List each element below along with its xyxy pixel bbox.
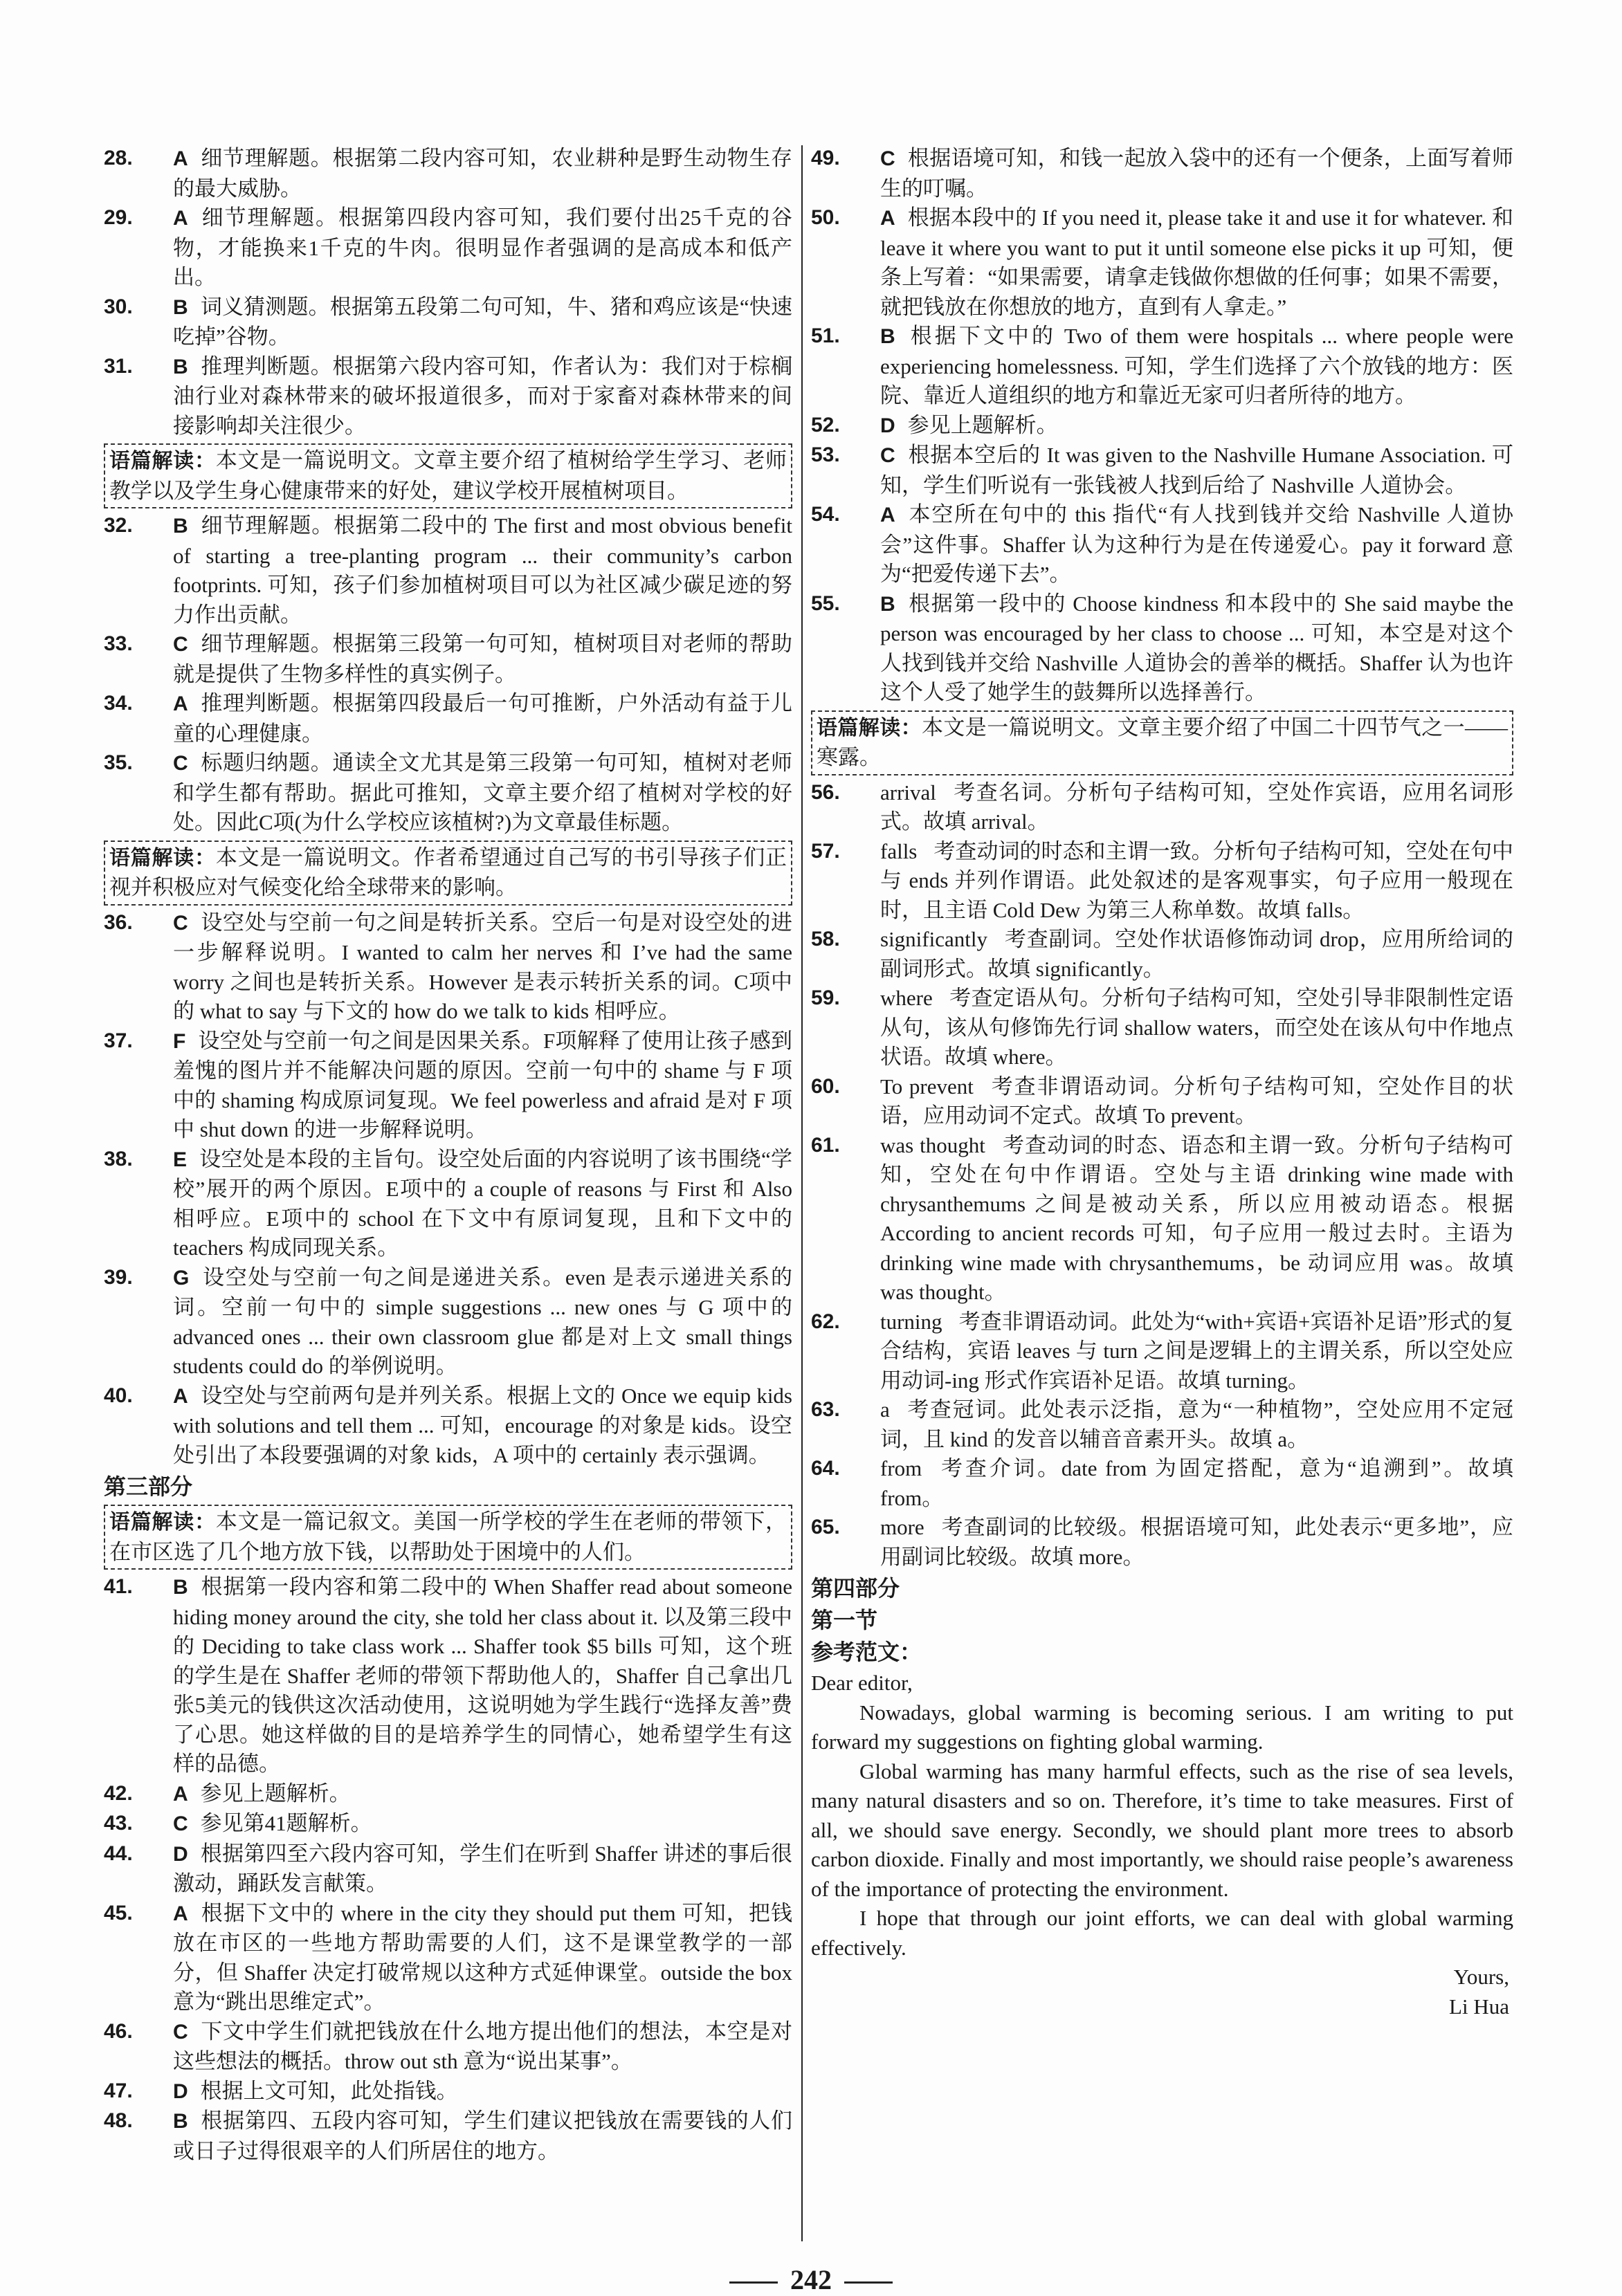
answer-item — [104, 1145, 792, 1263]
question-number: 37. — [104, 1029, 133, 1052]
explanation-text: 考查非谓语动词。分析句子结构可知，空处作目的状语，应用动词不定式。故填 To prevent。 — [880, 1074, 1513, 1128]
passage-analysis-text: 本文是一篇记叙文。美国一所学校的学生在老师的带领下，在市区选了几个地方放下钱，以帮助处于困境中的人们。 — [109, 1509, 787, 1564]
answer-word: falls — [880, 838, 918, 863]
explanation-text: 细节理解题。根据第四段内容可知，我们要付出25千克的谷物，才能换来1千克的牛肉。很明显作者强调的是高成本和低产出。 — [173, 205, 792, 289]
answer-item — [104, 1572, 792, 1779]
answer-letter: C — [173, 752, 188, 775]
answer-item — [811, 144, 1513, 203]
question-number: 42. — [104, 1781, 133, 1805]
explanation-text: 根据第四至六段内容可知，学生们在听到 Shaffer 讲述的事后很激动，踊跃发言献策。 — [173, 1841, 792, 1895]
passage-analysis-box — [104, 443, 792, 508]
essay-salutation: Dear editor, — [811, 1671, 913, 1695]
answer-letter: C — [173, 911, 188, 935]
explanation-text: 根据第一段中的 Choose kindness 和本段中的 She said maybe the person was encouraged by her class to choose ... 可知，本空是对这个人找到钱并交给 Nashville 人道协会的善举的概括。Shaffer 认为也许这个人受了她学生的鼓舞所以选择善行。 — [880, 591, 1513, 704]
right-column — [811, 144, 1513, 2021]
section-title: 第一节 — [811, 1608, 878, 1633]
explanation-text: 根据语境可知，和钱一起放入袋中的还有一个便条，上面写着师生的叮嘱。 — [880, 146, 1513, 201]
answer-word: where — [880, 986, 933, 1010]
section-title: 第四部分 — [811, 1576, 900, 1601]
answer-item — [104, 352, 792, 441]
answer-letter: B — [173, 2110, 188, 2133]
answer-item — [104, 908, 792, 1027]
answer-word: a — [880, 1397, 890, 1422]
answer-item — [811, 1395, 1513, 1454]
explanation-text: 细节理解题。根据第三段第一句可知，植树项目对老师的帮助就是提供了生物多样性的真实例子。 — [173, 632, 792, 686]
answer-letter: G — [173, 1266, 190, 1289]
passage-analysis-text: 本文是一篇说明文。文章主要介绍了植树给学生学习、老师教学以及学生身心健康带来的好处，建议学校开展植树项目。 — [109, 448, 787, 503]
answer-item — [104, 511, 792, 630]
question-number: 50. — [811, 206, 840, 229]
question-number: 43. — [104, 1812, 133, 1835]
answer-item — [811, 1513, 1513, 1572]
question-number: 59. — [811, 986, 840, 1009]
answer-item — [811, 411, 1513, 441]
explanation-text: 根据本段中的 If you need it, please take it and use it for whatever. 和 leave it where you want to put it until someone else picks it up 可知，便条上写着：“如果需要，请拿走钱做你想做的任何事；如果不需要，就把钱放在你想放的地方，直到有人拿走。” — [880, 205, 1513, 319]
answer-item — [104, 1263, 792, 1381]
passage-analysis-label: 语篇解读： — [109, 846, 216, 870]
explanation-text: 参见上题解析。 — [200, 1781, 351, 1806]
question-number: 60. — [811, 1074, 840, 1098]
question-number: 52. — [811, 413, 840, 437]
essay-paragraph: Global warming has many harmful effects, such as the rise of sea levels, many natural disasters and so on. Therefore, it’s time to take measures. First of all, we should save energy. Secondly, we should plant more trees to absorb carbon dioxide. Finally and most importantly, we should raise people’s awareness of the importance of protecting the environment. — [811, 1758, 1513, 1901]
question-number: 54. — [811, 503, 840, 526]
question-number: 63. — [811, 1398, 840, 1421]
answer-item — [811, 837, 1513, 926]
answer-letter: D — [173, 2079, 188, 2103]
explanation-text: 考查名词。分析句子结构可知，空处作宾语，应用名词形式。故填 arrival。 — [880, 780, 1513, 834]
explanation-text: 根据第一段内容和第二段中的 When Shaffer read about someone hiding money around the city, she told her class about it. 以及第三段中的 Deciding to take class work ... Shaffer took $5 bills 可知，这个班的学生是在 Shaffer 老师的带领下帮助他人的，Shaffer 自己拿出几张5美元的钱供这次活动使用，这说明她为学生践行“选择友善”费了心思。她这样做的目的是培养学生的同情心，她希望学生有这样的品德。 — [173, 1574, 792, 1776]
answer-item — [811, 441, 1513, 500]
answer-item — [104, 1027, 792, 1145]
question-number: 48. — [104, 2109, 133, 2132]
answer-word: from — [880, 1456, 922, 1480]
answer-item — [104, 1809, 792, 1839]
answer-item — [104, 144, 792, 203]
question-number: 58. — [811, 928, 840, 950]
answer-item — [104, 2017, 792, 2077]
passage-analysis-box — [104, 1505, 792, 1570]
answer-item — [811, 778, 1513, 837]
answer-letter: A — [173, 207, 188, 230]
explanation-text: 推理判断题。根据第六段内容可知，作者认为：我们对于棕榈油行业对森林带来的破坏报道很多，而对于家畜对森林带来的间接影响却关注很少。 — [173, 353, 792, 438]
answer-letter: A — [173, 692, 188, 715]
column-divider — [801, 145, 803, 2241]
passage-analysis-label: 语篇解读： — [817, 716, 922, 740]
explanation-text: 考查冠词。此处表示泛指，意为“一种植物”，空处应用不定冠词，且 kind 的发音以辅音音素开头。故填 a。 — [880, 1397, 1513, 1451]
explanation-text: 下文中学生们就把钱放在什么地方提出他们的想法，本空是对这些想法的概括。throw out sth 意为“说出某事”。 — [173, 2019, 792, 2073]
answer-item — [811, 1307, 1513, 1396]
passage-analysis-label: 语篇解读： — [109, 1511, 216, 1534]
left-column — [104, 144, 792, 2166]
answer-item — [104, 203, 792, 293]
explanation-text: 根据第四、五段内容可知，学生们建议把钱放在需要钱的人们或日子过得很艰辛的人们所居住的地方。 — [173, 2109, 792, 2163]
explanation-text: 设空处与空前一句之间是转折关系。空后一句是对设空处的进一步解释说明。I wanted to calm her nerves 和 I’ve had the same worry 之间也是转折关系。However 是表示转折关系的词。C项中的 what to say 与下文的 how do we talk to kids 相呼应。 — [173, 910, 792, 1023]
answer-letter: C — [173, 1812, 188, 1835]
answer-item — [811, 984, 1513, 1072]
explanation-text: 考查副词的比较级。根据语境可知，此处表示“更多地”，应用副词比较级。故填 more。 — [880, 1515, 1513, 1569]
answer-item — [811, 1131, 1513, 1307]
sample-essay — [811, 1669, 1513, 2021]
explanation-text: 参见上题解析。 — [907, 412, 1058, 437]
question-number: 57. — [811, 839, 840, 863]
answer-letter: B — [173, 1576, 188, 1599]
explanation-text: 细节理解题。根据第二段中的 The first and most obvious benefit of starting a tree-planting program ... their community’s carbon footprints. 可知，孩子们参加植树项目可以为社区减少碳足迹的努力作出贡献。 — [173, 513, 792, 627]
answer-letter: F — [173, 1029, 186, 1053]
explanation-text: 考查动词的时态、语态和主谓一致。分析句子结构可知，空处在句中作谓语。空处与主语 drinking wine made with chrysanthemums 之间是被动关系，所以应用被动语态。根据 According to ancient records 可知，句子应用一般过去时。主语为 drinking wine made with chrysanthemums，be 动词应用 was。故填 was thought。 — [880, 1132, 1514, 1304]
question-number: 55. — [811, 591, 840, 615]
question-number: 49. — [811, 147, 840, 169]
passage-analysis-text: 本文是一篇说明文。作者希望通过自己写的书引导孩子们正视并积极应对气候变化给全球带来的影响。 — [109, 845, 787, 899]
answer-letter: B — [173, 515, 188, 538]
answer-letter: C — [173, 633, 188, 656]
question-number: 36. — [104, 910, 133, 934]
explanation-text: 细节理解题。根据第二段内容可知，农业耕种是野生动物生存的最大威胁。 — [173, 146, 792, 201]
answer-word: arrival — [880, 780, 936, 805]
question-number: 39. — [104, 1265, 133, 1289]
answer-letter: A — [880, 207, 895, 230]
question-number: 44. — [104, 1842, 133, 1865]
passage-analysis-label: 语篇解读： — [109, 450, 216, 472]
answer-word: was thought — [880, 1132, 985, 1157]
answer-item — [811, 589, 1513, 708]
question-number: 33. — [104, 632, 133, 655]
explanation-text: 考查介词。date from 为固定搭配，意为“追溯到”。故填 from。 — [880, 1456, 1513, 1510]
answer-item — [104, 2106, 792, 2166]
answer-letter: C — [173, 2020, 188, 2044]
answer-item — [104, 1899, 792, 2017]
explanation-text: 标题归纳题。通读全文尤其是第三段第一句可知，植树对老师和学生都有帮助。据此可推知，文章主要介绍了植树对学校的好处。因此C项(为什么学校应该植树?)为文章最佳标题。 — [173, 751, 792, 834]
answer-item — [811, 322, 1513, 411]
explanation-text: 设空处与空前一句之间是递进关系。even 是表示递进关系的词。空前一句中的 simple suggestions ... new ones 与 G 项中的 advanced ones ... their own classroom glue 都是对上文 small things students could do 的举例说明。 — [173, 1265, 792, 1378]
answer-item — [104, 749, 792, 838]
question-number: 45. — [104, 1901, 133, 1925]
question-number: 56. — [811, 780, 840, 804]
answer-item — [104, 2077, 792, 2107]
question-number: 41. — [104, 1575, 133, 1598]
answer-letter: A — [173, 147, 188, 170]
answer-letter: A — [173, 1384, 188, 1408]
page-footer — [0, 2263, 1622, 2296]
essay-paragraph: I hope that through our joint efforts, we can deal with global warming effectively. — [811, 1906, 1513, 1960]
question-number: 35. — [104, 751, 133, 774]
essay-closing: Yours, — [1453, 1965, 1509, 1989]
explanation-text: 考查动词的时态和主谓一致。分析句子结构可知，空处在句中与 ends 并列作谓语。此处叙述的是客观事实，句子应用一般现在时，且主语 Cold Dew 为第三人称单数。故填 falls。 — [880, 838, 1513, 922]
explanation-text: 根据上文可知，此处指钱。 — [200, 2078, 458, 2103]
section-title: 第三部分 — [104, 1474, 193, 1499]
answer-letter: B — [173, 295, 188, 319]
question-number: 31. — [104, 354, 133, 378]
question-number: 65. — [811, 1516, 840, 1539]
question-number: 29. — [104, 206, 133, 229]
question-number: 46. — [104, 2019, 133, 2043]
answer-item — [104, 1779, 792, 1810]
answer-word: To prevent — [880, 1074, 974, 1099]
explanation-text: 考查非谓语动词。此处为“with+宾语+宾语补足语”形式的复合结构，宾语 leaves 与 turn 之间是逻辑上的主谓关系，所以空处应用动词-ing 形式作宾语补足语。故填 turning。 — [880, 1309, 1513, 1393]
question-number: 47. — [104, 2079, 133, 2102]
explanation-text: 本空所在句中的 this 指代“有人找到钱并交给 Nashville 人道协会”这件事。Shaffer 认为这种行为是在传递爱心。pay it forward 意为“把爱传递下去”。 — [880, 502, 1513, 586]
explanation-text: 参见第41题解析。 — [200, 1811, 372, 1835]
answer-item — [811, 203, 1513, 322]
explanation-text: 根据下文中的 where in the city they should put them 可知，把钱放在市区的一些地方帮助需要的人们，这不是课堂教学的一部分，但 Shaffer 决定打破常规以这种方式延伸课堂。outside the box 意为“跳出思维定式”。 — [173, 1900, 792, 2014]
answer-letter: D — [173, 1842, 188, 1866]
answer-item — [811, 925, 1513, 984]
question-number: 30. — [104, 295, 133, 318]
answer-letter: C — [880, 147, 895, 170]
essay-signature: Li Hua — [1449, 1994, 1509, 2019]
passage-analysis-box — [104, 841, 792, 906]
explanation-text: 设空处是本段的主旨句。设空处后面的内容说明了该书围绕“学校”展开的两个原因。E项中的 a couple of reasons 与 First 和 Also 相呼应。E项中的 school 在下文中有原词复现，且和下文中的 teachers 构成同现关系。 — [173, 1146, 792, 1260]
question-number: 64. — [811, 1457, 840, 1480]
question-number: 28. — [104, 147, 133, 169]
explanation-text: 根据下文中的 Two of them were hospitals ... where people were experiencing homelessness. 可知，学生们选择了六个放钱的地方：医院、靠近人道组织的地方和靠近无家可归者所待的地方。 — [880, 324, 1513, 407]
essay-paragraph: Nowadays, global warming is becoming serious. I am writing to put forward my suggestions on fighting global warming. — [811, 1700, 1513, 1754]
footer-dash-right — [844, 2281, 893, 2284]
explanation-text: 考查副词。空处作状语修饰动词 drop，应用所给词的副词形式。故填 significantly。 — [880, 927, 1513, 981]
question-number: 51. — [811, 324, 840, 347]
explanation-text: 根据本空后的 It was given to the Nashville Humane Association. 可知，学生们听说有一张钱被人找到后给了 Nashville 人道协会。 — [880, 443, 1513, 497]
answer-item — [811, 1454, 1513, 1513]
answer-letter: B — [173, 355, 188, 378]
answer-letter: E — [173, 1148, 188, 1171]
explanation-text: 设空处与空前一句之间是因果关系。F项解释了使用让孩子感到羞愧的图片并不能解决问题的原因。空前一句中的 shame 与 F 项中的 shaming 构成原词复现。We feel powerless and afraid 是对 F 项中 shut down 的进一步解释说明。 — [173, 1028, 792, 1141]
answer-item — [104, 689, 792, 749]
question-number: 34. — [104, 692, 133, 715]
explanation-text: 设空处与空前两句是并列关系。根据上文的 Once we equip kids with solutions and tell them ... 可知，encourage 的对象是 kids。设空处引出了本段要强调的对象 kids，A 项中的 certainly 表示强调。 — [173, 1383, 792, 1467]
footer-dash-left — [729, 2281, 778, 2284]
answer-word: turning — [880, 1309, 942, 1334]
explanation-text: 考查定语从句。分析句子结构可知，空处引导非限制性定语从句，该从句修饰先行词 shallow waters，而空处在该从句中作地点状语。故填 where。 — [880, 986, 1513, 1069]
explanation-text: 推理判断题。根据第四段最后一句可推断，户外活动有益于儿童的心理健康。 — [173, 691, 792, 746]
question-number: 40. — [104, 1384, 133, 1407]
answer-item — [104, 630, 792, 689]
question-number: 38. — [104, 1147, 133, 1170]
question-number: 32. — [104, 514, 133, 537]
answer-letter: B — [880, 325, 895, 348]
passage-analysis-box — [811, 710, 1513, 775]
page-number: 242 — [790, 2264, 832, 2295]
answer-letter: C — [880, 444, 895, 467]
question-number: 62. — [811, 1310, 840, 1333]
explanation-text: 词义猜测题。根据第五段第二句可知，牛、猪和鸡应该是“快速吃掉”谷物。 — [173, 294, 792, 349]
answer-item — [811, 1072, 1513, 1131]
answer-item — [104, 1839, 792, 1899]
answer-item — [811, 500, 1513, 589]
question-number: 53. — [811, 443, 840, 466]
answer-letter: A — [173, 1902, 188, 1925]
question-number: 61. — [811, 1133, 840, 1157]
answer-letter: B — [880, 592, 895, 616]
answer-item — [104, 293, 792, 352]
answer-letter: A — [173, 1782, 188, 1806]
section-title: 参考范文： — [811, 1640, 922, 1664]
answer-letter: D — [880, 414, 895, 437]
answer-item — [104, 1381, 792, 1471]
passage-analysis-text: 本文是一篇说明文。文章主要介绍了中国二十四节气之一——寒露。 — [817, 715, 1508, 769]
answer-word: significantly — [880, 927, 987, 951]
answer-word: more — [880, 1515, 924, 1539]
answer-letter: A — [880, 504, 895, 526]
